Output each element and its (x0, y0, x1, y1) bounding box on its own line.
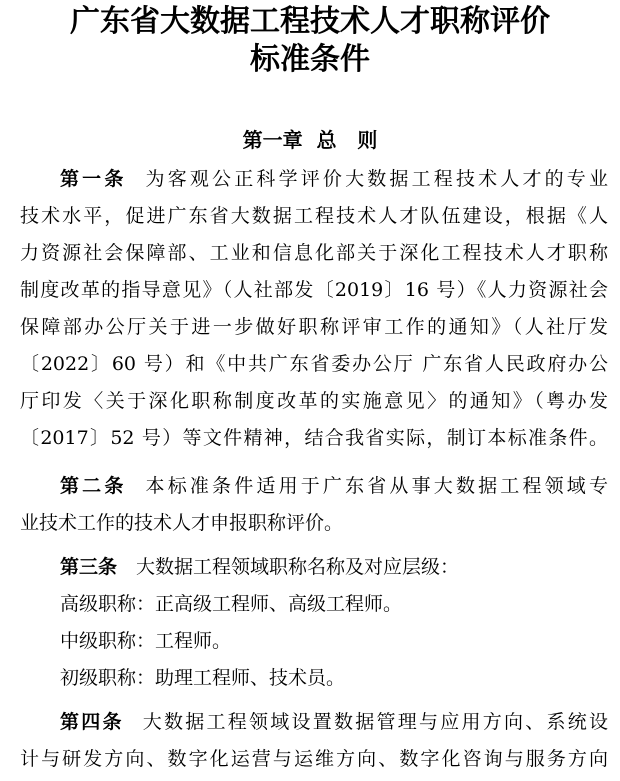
article-4-line-2: 计与研发方向、数字化运营与运维方向、数字化咨询与服务方向 (20, 748, 608, 770)
article-1-line-3: 力资源社会保障部、工业和信息化部关于深化工程技术人才职称 (20, 242, 608, 264)
article-3-line-1 (60, 555, 608, 579)
article-1-line-2: 技术水平，促进广东省大数据工程技术人才队伍建设，根据《人 (20, 205, 608, 227)
article-3-label: 第三条 (60, 556, 118, 578)
article-3-junior-titles: 初级职称：助理工程师、技术员。 (60, 667, 346, 689)
chapter-heading: 第一章 总 则 (242, 128, 378, 152)
article-1-line-1 (60, 167, 608, 191)
article-3-intermediate-titles: 中级职称：工程师。 (60, 630, 232, 652)
article-4-label: 第四条 (60, 711, 124, 733)
article-1-label: 第一条 (60, 168, 127, 190)
article-1-text: 为客观公正科学评价大数据工程技术人才的专业 (145, 168, 608, 190)
article-4-line-1 (60, 710, 608, 734)
article-1-line-7: 厅印发〈关于深化职称制度改革的实施意见〉的通知》（粤办发 (20, 390, 608, 412)
article-1-line-8: 〔2017〕52 号）等文件精神，结合我省实际，制订本标准条件。 (20, 427, 608, 449)
article-2-label: 第二条 (60, 475, 127, 497)
document-title-line-2: 标准条件 (250, 42, 370, 77)
article-2-text: 本标准条件适用于广东省从事大数据工程领域专 (145, 475, 608, 497)
article-3-text: 大数据工程领域职称名称及对应层级： (136, 556, 460, 578)
article-2-line-1 (60, 474, 608, 498)
article-1-line-6: 〔2022〕60 号）和《中共广东省委办公厅 广东省人民政府办公 (20, 353, 608, 375)
article-1-line-5: 保障部办公厅关于进一步做好职称评审工作的通知》（人社厅发 (20, 316, 608, 338)
article-2-line-2: 业技术工作的技术人才申报职称评价。 (20, 512, 344, 534)
document-title-line-1: 广东省大数据工程技术人才职称评价 (70, 4, 550, 39)
article-3-senior-titles: 高级职称：正高级工程师、高级工程师。 (60, 593, 403, 615)
article-4-text: 大数据工程领域设置数据管理与应用方向、系统设 (142, 711, 608, 733)
article-1-line-4: 制度改革的指导意见》（人社部发〔2019〕16 号）《人力资源社会 (20, 279, 608, 301)
